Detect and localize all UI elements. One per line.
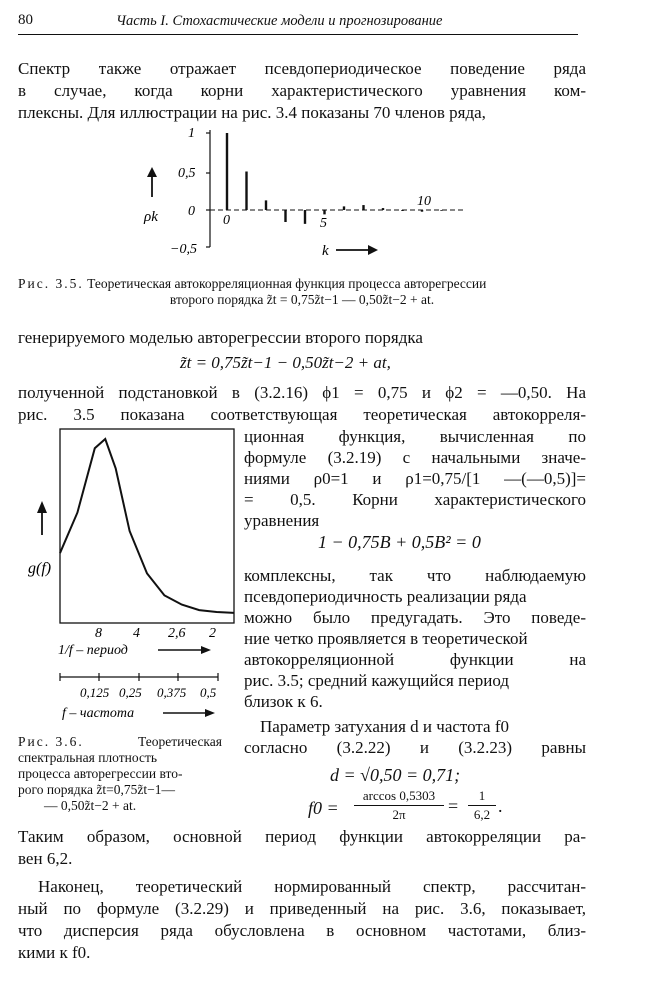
figure-3-5-caption [18, 276, 586, 308]
page-number: 80 [18, 12, 33, 28]
x-axis-label: k [322, 243, 329, 259]
text-line: близок к 6. [244, 692, 323, 711]
text-line: согласно (3.2.22) и (3.2.23) равны [244, 738, 586, 757]
y-tick-label: 0 [188, 204, 195, 219]
fraction-denominator: 6,2 [473, 807, 491, 822]
period-tick-label: 4 [133, 626, 140, 641]
caption-text: Теоретическая [137, 734, 222, 749]
x-tick-label: 0 [223, 213, 230, 228]
text-line: можно было предугадать. Это поведе- [244, 608, 586, 627]
fraction-bar [354, 805, 444, 806]
freq-tick-label: 0,25 [119, 685, 142, 700]
fraction-bar [468, 805, 496, 806]
freq-arrow-head [205, 709, 215, 717]
text-line: уравнения [244, 511, 320, 530]
text-line: полученной подстановкой в (3.2.16) ϕ1 = 0,75 и ϕ2 = —0,50. На [18, 383, 586, 402]
y-arrow-head [147, 167, 157, 177]
text-line: автокорреляционной функции на [244, 650, 586, 669]
y-axis-label: ρk [144, 209, 158, 225]
text-line: плексны. Для иллюстрации на рис. 3.4 показаны 70 членов ряда, [18, 103, 486, 122]
page-header [18, 12, 578, 35]
caption-text: процесса авторегрессии вто- [18, 766, 183, 781]
y-tick-label: 0,5 [178, 166, 196, 181]
spectrum-curve [60, 439, 234, 613]
text-line: что дисперсия ряда обусловлена в основном частотами, близ- [18, 921, 586, 940]
period-axis-label: 1/f – период [58, 643, 128, 658]
equation-ar2: z̃t = 0,75z̃t−1 − 0,50z̃t−2 + at, [180, 353, 391, 372]
freq-tick-label: 0,5 [200, 685, 217, 700]
text-line: в случае, когда корни характеристического уравнения ком- [18, 81, 586, 100]
fraction-numerator: arccos 0,5303 [362, 788, 436, 803]
damping-equation: d = √0,50 = 0,71; [330, 765, 461, 785]
equals-sign: = [448, 796, 459, 816]
y-axis-label: g(f) [28, 560, 52, 577]
running-head: Часть I. Стохастические модели и прогнозирование [116, 13, 443, 29]
text-line: ниями ρ0=1 и ρ1=0,75/[1 —(—0,5)]= [244, 469, 586, 488]
text-line: Спектр также отражает псевдопериодическое поведение ряда [18, 59, 586, 78]
frequency-equation [308, 786, 528, 826]
text-line: ционная функция, вычисленная по [244, 427, 586, 446]
characteristic-equation: 1 − 0,75B + 0,5B² = 0 [318, 532, 481, 552]
period-tick-label: 2 [209, 626, 216, 641]
text-line: кими к f0. [18, 943, 91, 962]
text-line: рис. 3.5 показана соответствующая теоретическая автокорреля- [18, 405, 586, 424]
freq-axis-label: f – частота [62, 706, 135, 721]
text-line: вен 6,2. [18, 849, 73, 868]
plot-frame [60, 429, 234, 623]
y-arrow-head [37, 501, 47, 513]
period-tick-label: 8 [95, 626, 102, 641]
fraction-numerator: 1 [478, 788, 486, 803]
caption-text: спектральная плотность [18, 750, 158, 765]
caption-label: Рис. 3.6. [18, 734, 84, 749]
text-line: псевдопериодичность реализации ряда [244, 587, 527, 606]
freq-tick-label: 0,125 [80, 685, 110, 700]
x-tick-label: 5 [320, 216, 327, 231]
x-arrow-head [368, 245, 378, 255]
period-tick-label: 2,6 [168, 626, 186, 641]
caption-text: — 0,50z̃t−2 + at. [44, 798, 137, 813]
text-line: формуле (3.2.19) с начальными значе- [244, 448, 586, 467]
x-tick-label: 10 [417, 194, 431, 209]
figure-3-5-acf [130, 125, 470, 270]
text-line: рис. 3.5; средний кажущийся период [244, 671, 510, 690]
caption-label: Рис. 3.5. [18, 276, 84, 291]
text-line: Таким образом, основной период функции автокорреляции ра- [18, 827, 586, 846]
freq-tick-label: 0,375 [157, 685, 187, 700]
y-tick-label: −0,5 [170, 242, 197, 257]
period-mark: . [498, 796, 503, 816]
text-line: ный по формуле (3.2.29) и приведенный на рис. 3.6, показывает, [18, 899, 586, 918]
caption-text: рого порядка z̃t=0,75z̃t−1— [18, 782, 175, 797]
caption-text: Теоретическая автокорреляционная функция процесса авторегрессии [87, 276, 487, 291]
period-arrow-head [201, 646, 211, 654]
eq-lhs: f0 = [308, 798, 339, 818]
text-line: ние четко проявляется в теоретической [244, 629, 528, 648]
text-line: Параметр затухания d и частота f0 [260, 717, 509, 736]
text-line: комплексны, так что наблюдаемую [244, 566, 586, 585]
text-line: Наконец, теоретический нормированный спектр, рассчитан- [38, 877, 586, 896]
text-line: генерируемого моделью авторегрессии второго порядка [18, 328, 423, 347]
figure-3-6-caption [18, 734, 222, 814]
text-line: = 0,5. Корни характеристического [244, 490, 586, 509]
fraction-denominator: 2π [392, 807, 406, 822]
figure-3-6-spectrum [18, 425, 240, 727]
y-tick-label: 1 [188, 126, 195, 141]
caption-text: второго порядка z̃t = 0,75z̃t−1 — 0,50z̃t−2 + at. [169, 292, 435, 307]
